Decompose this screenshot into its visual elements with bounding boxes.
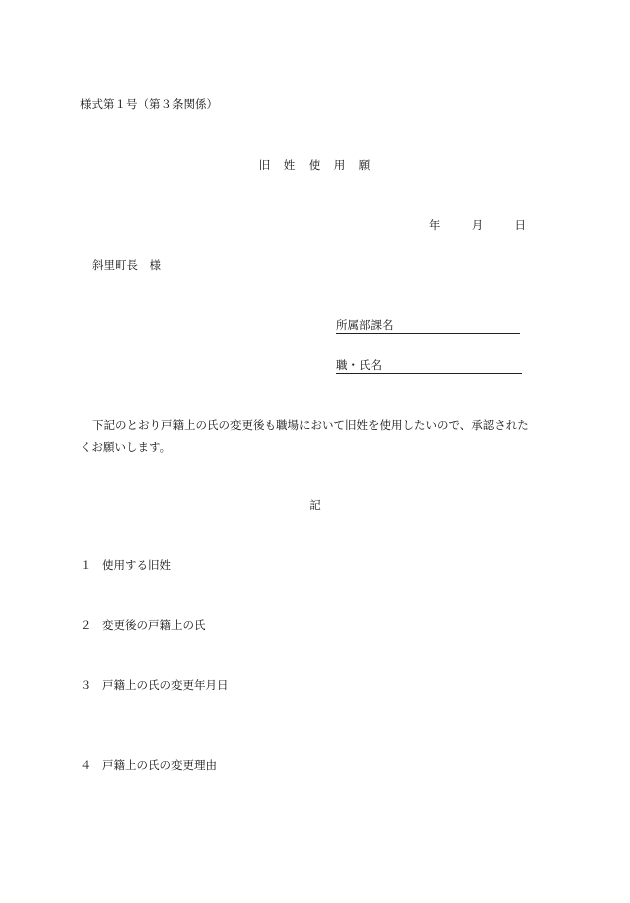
ki-heading: 記: [309, 498, 321, 512]
list-item: [80, 557, 171, 573]
list-item: [80, 757, 217, 773]
date-day-label: 日: [514, 218, 526, 232]
date-year-label: 年: [428, 218, 441, 232]
request-statement: [80, 414, 530, 458]
addressee: 斜里町長 様: [92, 258, 161, 272]
item-label: 戸籍上の氏の変更年月日: [102, 678, 229, 692]
item-number: １: [80, 558, 92, 572]
department-field[interactable]: [336, 316, 520, 334]
item-number: ２: [80, 618, 92, 632]
item-number: ４: [80, 758, 92, 772]
document-title: 旧 姓 使 用 願: [258, 158, 372, 172]
department-label: 所属部課名: [336, 318, 394, 332]
list-item: [80, 677, 229, 693]
date-line: [429, 217, 526, 233]
date-month-label: 月: [471, 218, 484, 232]
item-label: 戸籍上の氏の変更理由: [102, 758, 217, 772]
item-label: 使用する旧姓: [102, 558, 171, 572]
request-statement-text: 下記のとおり戸籍上の氏の変更後も職場において旧姓を使用したいので、承認されたくお願いします。: [80, 418, 529, 454]
form-number: 様式第１号（第３条関係）: [80, 97, 218, 111]
name-blank-line[interactable]: [382, 359, 522, 374]
department-blank-line[interactable]: [394, 319, 520, 334]
name-field[interactable]: [336, 356, 522, 374]
name-label: 職・氏名: [336, 358, 382, 372]
item-label: 変更後の戸籍上の氏: [102, 618, 206, 632]
list-item: [80, 617, 206, 633]
item-number: ３: [80, 678, 92, 692]
